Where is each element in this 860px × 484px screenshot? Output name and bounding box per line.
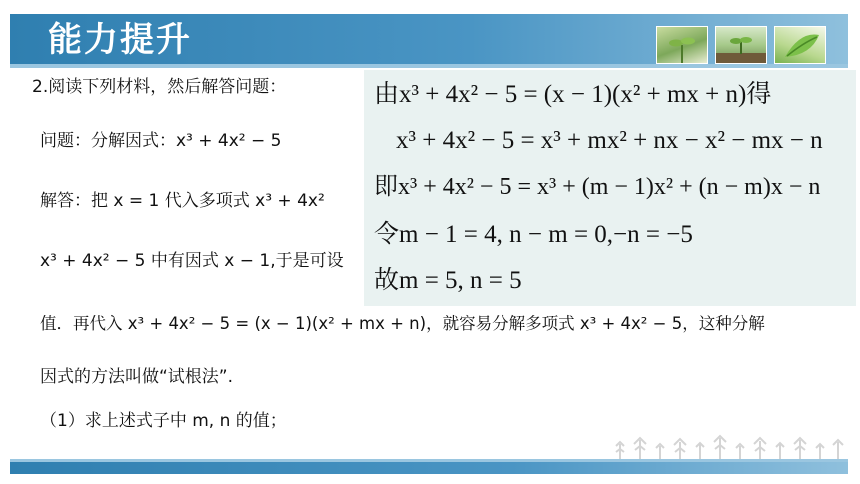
solution-line-2: x³ + 4x² − 5 = x³ + mx² + nx − x² − mx − n xyxy=(396,127,823,154)
answer-line-1: 解答：把 x = 1 代入多项式 x³ + 4x² xyxy=(40,191,325,211)
answer-line-3: 值．再代入 x³ + 4x² − 5 = (x − 1)(x² + mx + n)，就容易分解多项式 x³ + 4x² − 5，这种分解 xyxy=(40,314,765,333)
sprout-icon xyxy=(657,27,707,63)
problem-intro: 2.阅读下列材料，然后解答问题： xyxy=(32,77,287,97)
solution-box xyxy=(364,70,856,306)
question-line: 问题：分解因式：x³ + 4x² − 5 xyxy=(40,131,282,151)
solution-line-4: 令m − 1 = 4, n − m = 0,−n = −5 xyxy=(374,221,693,248)
top-bar xyxy=(0,0,860,8)
plant-photo-3 xyxy=(774,26,826,64)
plant-border-decoration xyxy=(614,432,844,462)
answer-line-2: x³ + 4x² − 5 中有因式 x − 1,于是可设 xyxy=(40,251,344,271)
bottom-band xyxy=(10,462,848,474)
seedling-icon xyxy=(716,27,766,63)
plant-photo-1 xyxy=(656,26,708,64)
plant-photo-2 xyxy=(715,26,767,64)
sub-question-1: （1）求上述式子中 m, n 的值； xyxy=(40,411,287,431)
solution-line-5: 故m = 5, n = 5 xyxy=(374,267,522,294)
solution-line-1: 由x³ + 4x² − 5 = (x − 1)(x² + mx + n)得 xyxy=(374,81,772,108)
answer-line-4: 因式的方法叫做“试根法”. xyxy=(40,367,234,387)
solution-line-3: 即x³ + 4x² − 5 = x³ + (m − 1)x² + (n − m)x − n xyxy=(374,174,821,200)
leaf-icon xyxy=(775,27,825,63)
slide-title: 能力提升 xyxy=(48,20,192,60)
